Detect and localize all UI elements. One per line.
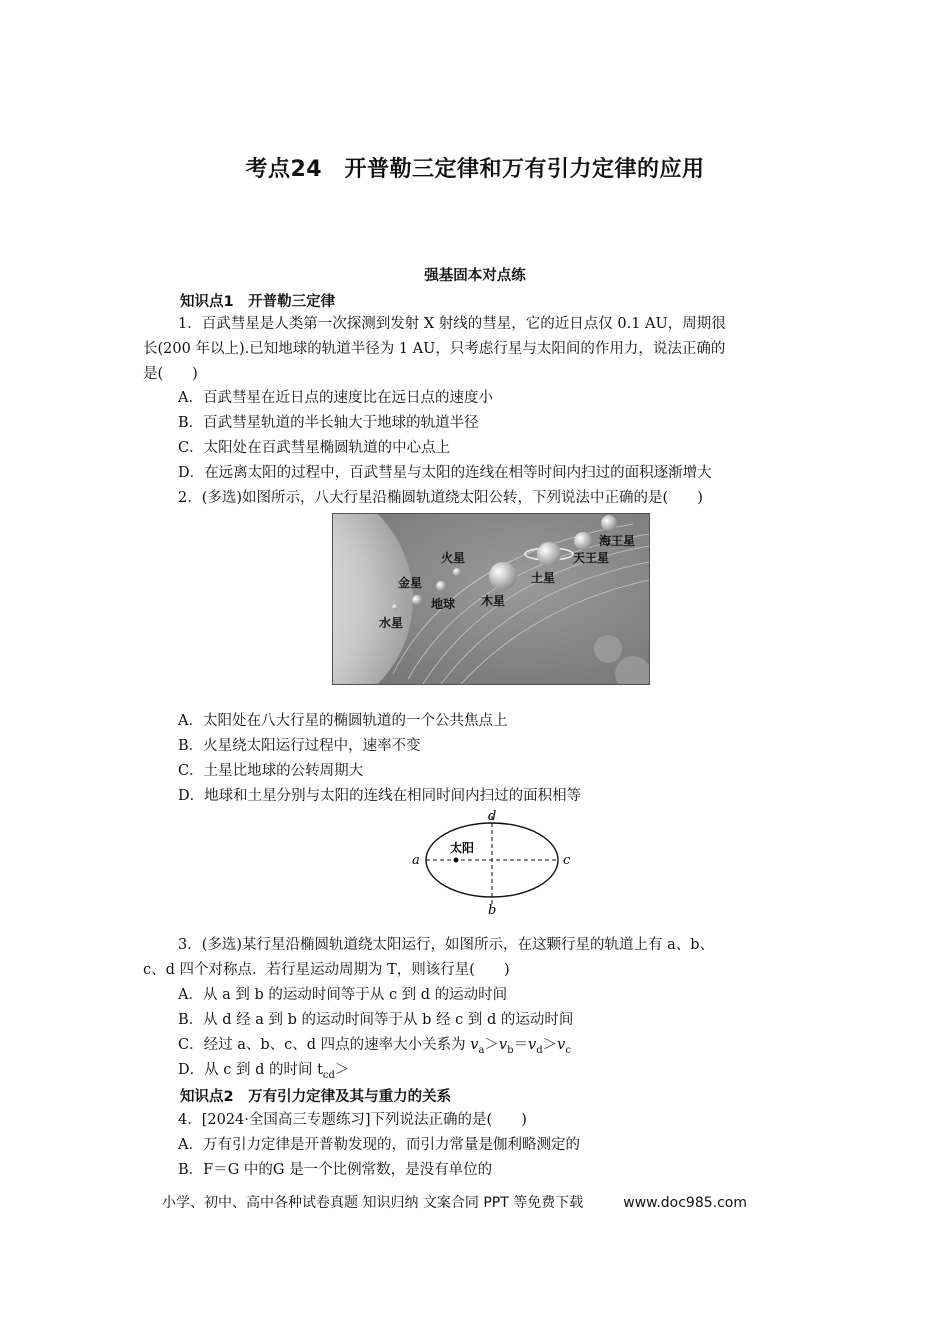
point-d-label: d <box>488 809 497 824</box>
q1-stem-line2: 长(200 年以上).已知地球的轨道半径为 1 AU，只考虑行星与太阳间的作用力，说法正确的 <box>143 341 726 357</box>
q3-option-a: A．从 a 到 b 的运动时间等于从 c 到 d 的运动时间 <box>178 987 508 1003</box>
q1-option-d: D．在远离太阳的过程中，百武彗星与太阳的连线在相等时间内扫过的面积逐渐增大 <box>178 465 712 481</box>
earth-shape <box>436 581 446 591</box>
solar-system-image <box>333 514 649 684</box>
orbit-ellipse-figure <box>408 808 578 918</box>
q2-option-d: D．地球和土星分别与太阳的连线在相同时间内扫过的面积相等 <box>178 788 582 804</box>
knowledge-point-1: 知识点1 开普勒三定律 <box>180 294 336 310</box>
jupiter-shape <box>489 562 517 590</box>
label-jupiter: 木星 <box>481 594 506 608</box>
q3-stem-line2: c、d 四个对称点．若行星运动周期为 T，则该行星( ) <box>143 962 510 978</box>
point-b-label: b <box>488 903 497 918</box>
point-c-label: c <box>563 853 571 868</box>
point-a-label: a <box>412 853 420 868</box>
label-earth: 地球 <box>431 597 456 611</box>
q1-option-a: A．百武彗星在近日点的速度比在远日点的速度小 <box>178 390 493 406</box>
sun-label: 太阳 <box>450 841 475 855</box>
q2-option-c: C．土星比地球的公转周期大 <box>178 763 364 779</box>
sun-dot <box>454 858 459 863</box>
label-neptune: 海王星 <box>599 534 636 548</box>
neptune-shape <box>601 515 617 531</box>
footer-link[interactable]: www.doc985.com <box>623 1195 747 1211</box>
knowledge-point-2: 知识点2 万有引力定律及其与重力的关系 <box>180 1089 452 1105</box>
q1-option-b: B．百武彗星轨道的半长轴大于地球的轨道半径 <box>178 415 479 431</box>
mars-shape <box>453 568 461 576</box>
saturn-shape <box>537 542 561 566</box>
label-mars: 火星 <box>441 551 466 565</box>
q2-stem: 2．(多选)如图所示，八大行星沿椭圆轨道绕太阳公转，下列说法中正确的是( ) <box>178 490 703 506</box>
footer <box>162 1192 747 1212</box>
mercury-shape <box>392 604 398 610</box>
q4-stem: 4．[2024·全国高三专题练习]下列说法正确的是( ) <box>178 1112 527 1128</box>
q3-option-b: B．从 d 经 a 到 b 的运动时间等于从 b 经 c 到 d 的运动时间 <box>178 1012 574 1028</box>
q3-stem-line1: 3．(多选)某行星沿椭圆轨道绕太阳运行，如图所示，在这颗行星的轨道上有 a、b、 <box>178 937 715 953</box>
q3-option-c: C．经过 a、b、c、d 四点的速率大小关系为 $v_a>v_b=v_d>v_c$ <box>178 1037 571 1056</box>
q4-option-b: B．F＝G 中的G 是一个比例常数，是没有单位的 <box>178 1162 493 1178</box>
label-uranus: 天王星 <box>573 551 610 565</box>
section-heading: 强基固本对点练 <box>424 268 526 284</box>
q2-option-a: A．太阳处在八大行星的椭圆轨道的一个公共焦点上 <box>178 713 508 729</box>
uranus-shape <box>574 532 592 550</box>
label-mercury: 水星 <box>379 616 404 630</box>
q1-stem-line3: 是( ) <box>143 366 198 382</box>
q1-option-c: C．太阳处在百武彗星椭圆轨道的中心点上 <box>178 440 451 456</box>
q3-option-d: D．从 c 到 d 的时间 $t_{cd}>$ <box>178 1062 350 1081</box>
solar-system-figure <box>332 513 650 685</box>
q2-option-b: B．火星绕太阳运行过程中，速率不变 <box>178 738 421 754</box>
q4-option-a: A．万有引力定律是开普勒发现的，而引力常量是伽利略测定的 <box>178 1137 580 1153</box>
venus-shape <box>412 595 422 605</box>
label-venus: 金星 <box>398 576 423 590</box>
page-title: 考点24 开普勒三定律和万有引力定律的应用 <box>245 157 705 182</box>
q1-stem-line1: 1．百武彗星是人类第一次探测到发射 X 射线的彗星，它的近日点仅 0.1 AU，周期很 <box>178 316 726 332</box>
label-saturn: 土星 <box>531 571 556 585</box>
footer-text: 小学、初中、高中各种试卷真题 知识归纳 文案合同 PPT 等免费下载 <box>162 1195 584 1211</box>
